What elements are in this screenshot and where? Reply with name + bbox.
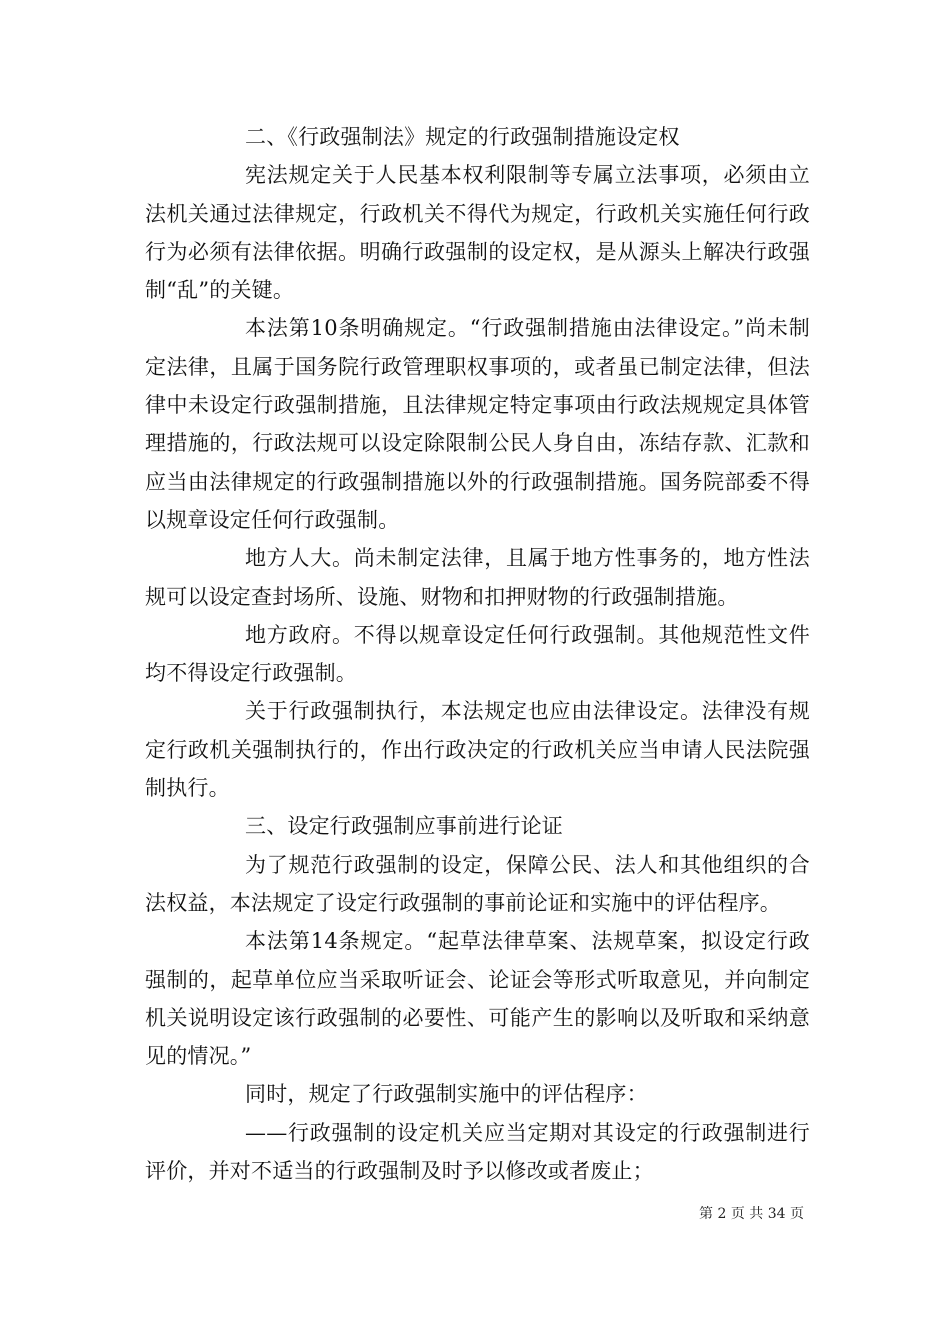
- paragraph: ——行政强制的设定机关应当定期对其设定的行政强制进行评价，并对不适当的行政强制及时予以修改或者废止；: [145, 1120, 810, 1184]
- page-footer: [0, 1203, 950, 1223]
- paragraph: 关于行政强制执行，本法规定也应由法律设定。法律没有规定行政机关强制执行的，作出行政决定的行政机关应当申请人民法院强制执行。: [145, 699, 810, 801]
- paragraph: 同时，规定了行政强制实施中的评估程序：: [245, 1082, 648, 1107]
- paragraph: 为了规范行政强制的设定，保障公民、法人和其他组织的合法权益，本法规定了设定行政强制的事前论证和实施中的评估程序。: [145, 852, 810, 915]
- paragraph: 地方人大。尚未制定法律，且属于地方性事务的，地方性法规可以设定查封场所、设施、财物和扣押财物的行政强制措施。: [145, 546, 810, 609]
- paragraph: 宪法规定关于人民基本权利限制等专属立法事项，必须由立法机关通过法律规定，行政机关不得代为规定，行政机关实施任何行政行为必须有法律依据。明确行政强制的设定权，是从源头上解决行政强制“乱”的关键。: [145, 163, 810, 303]
- paragraph: 本法第14条规定。“起草法律草案、法规草案，拟设定行政强制的，起草单位应当采取听证会、论证会等形式听取意见，并向制定机关说明设定该行政强制的必要性、可能产生的影响以及听取和采纳意见的情况。”: [145, 929, 810, 1069]
- paragraph: 本法第10条明确规定。“行政强制措施由法律设定。”尚未制定法律，且属于国务院行政管理职权事项的，或者虽已制定法律，但法律中未设定行政强制措施，且法律规定特定事项由行政法规规定具体管理措施的，行政法规可以设定除限制公民人身自由，冻结存款、汇款和应当由法律规定的行政强制措施以外的行政强制措施。国务院部委不得以规章设定任何行政强制。: [145, 316, 810, 532]
- document-body: [145, 118, 810, 1190]
- section-heading-2: 二、《行政强制法》规定的行政强制措施设定权: [245, 125, 680, 149]
- page-number: 第 2 页 共 34 页: [699, 1206, 804, 1222]
- paragraph: 地方政府。不得以规章设定任何行政强制。其他规范性文件均不得设定行政强制。: [145, 622, 810, 686]
- section-heading-3: 三、设定行政强制应事前进行论证: [245, 814, 563, 839]
